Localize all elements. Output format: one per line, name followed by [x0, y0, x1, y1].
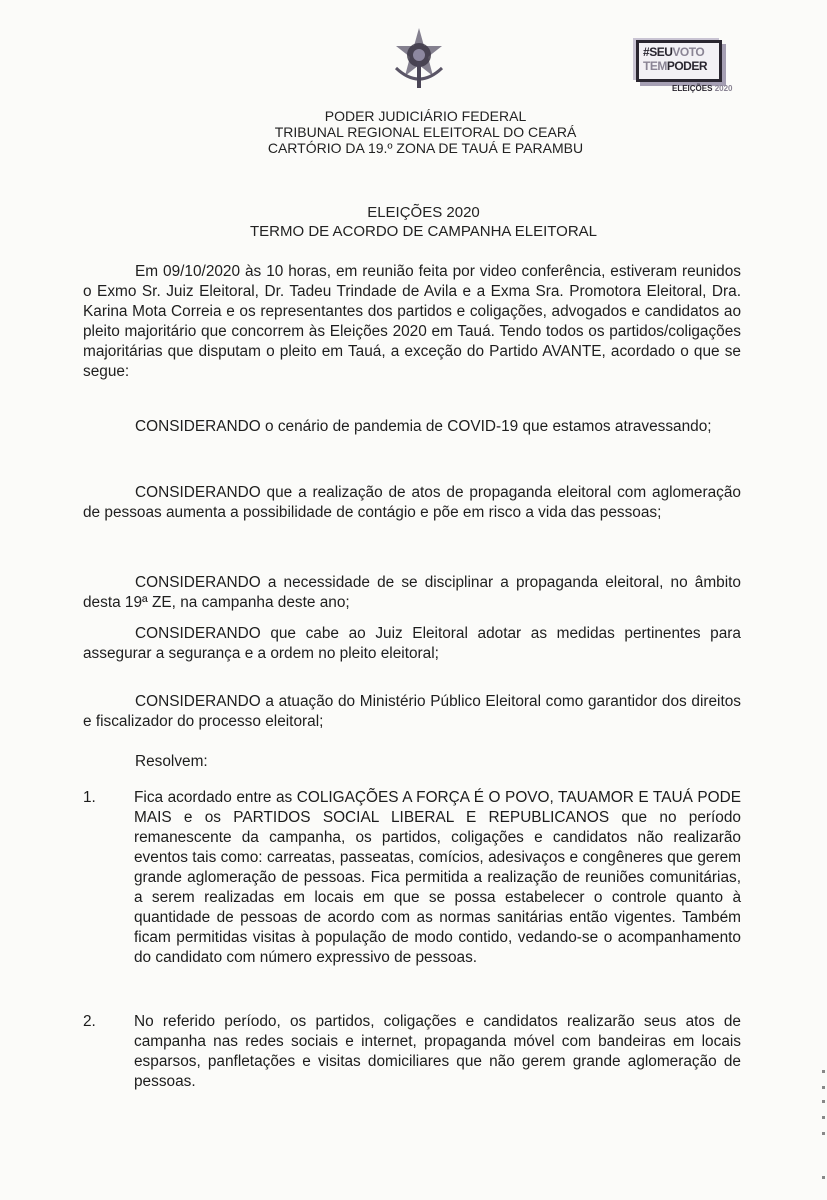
badge-year: 2020 [714, 84, 733, 93]
badge-footer [672, 84, 732, 93]
considerando-paragraph-2: CONSIDERANDO que a realização de atos de propaganda eleitoral com aglomeração de pessoas aumenta a possibilidade de contágio e põe em risco a vida das pessoas; [83, 484, 741, 521]
title-line-1: ELEIÇÕES 2020 [367, 204, 480, 221]
badge-eleicoes: ELEIÇÕES [672, 84, 713, 93]
item-number: 1. [83, 789, 96, 806]
document-title [0, 203, 827, 241]
item-text: No referido período, os partidos, coligações e candidatos realizarão seus atos de campanha nas redes sociais e internet, propaganda móvel com bandeiras em locais esparsos, panfletações e visitas domiciliares que não gerem grande aglomeração de pessoas. [134, 1013, 741, 1090]
campaign-badge [622, 30, 734, 96]
badge-seu: SEU [649, 45, 673, 59]
document-header [0, 108, 827, 156]
resolvem-label: Resolvem: [135, 753, 208, 770]
item-number: 2. [83, 1013, 96, 1030]
header-line-2: TRIBUNAL REGIONAL ELEITORAL DO CEARÁ [274, 124, 577, 140]
scan-edge-marks [822, 1070, 825, 1180]
considerando-paragraph-5: CONSIDERANDO a atuação do Ministério Público Eleitoral como garantidor dos direitos e fiscalizador do processo eleitoral; [83, 693, 741, 730]
badge-poder: PODER [666, 59, 708, 73]
header-line-3: CARTÓRIO DA 19.º ZONA DE TAUÁ E PARAMBU [267, 140, 584, 156]
header-line-1: PODER JUDICIÁRIO FEDERAL [324, 108, 527, 124]
item-text: Fica acordado entre as COLIGAÇÕES A FORÇA É O POVO, TAUAMOR E TAUÁ PODE MAIS e os PARTIDOS SOCIAL LIBERAL E REPUBLICANOS que no período remanescente da campanha, os partidos, coligações e candidatos não realizarão eventos tais como: carreatas, passeatas, comícios, adesivaços e congêneres que gerem grande aglomeração de pessoas. Fica permitida a realização de reuniões comunitárias, a serem realizadas em locais em que se possa estabelecer o controle quanto à quantidade de pessoas de acordo com as normas sanitárias então vigentes. Também ficam permitidas visitas à população de modo contido, vedando-se o acompanhamento do candidato com número expressivo de pessoas. [134, 789, 741, 966]
considerando-paragraph-1: CONSIDERANDO o cenário de pandemia de COVID-19 que estamos atravessando; [135, 418, 712, 435]
badge-line-2 [643, 60, 707, 73]
intro-paragraph: Em 09/10/2020 às 10 horas, em reunião feita por video conferência, estiveram reunidos o Exmo Sr. Juiz Eleitoral, Dr. Tadeu Trindade de Avila e a Exma Sra. Promotora Eleitoral, Dra. Karina Mota Correia e os representantes dos partidos e coligações, advogados e candidatos ao pleito majoritário que concorrem às Eleições 2020 em Tauá. Tendo todos os partidos/coligações majoritárias que disputam o pleito em Tauá, a exceção do Partido AVANTE, acordado o que se segue: [83, 263, 741, 380]
title-line-2: TERMO DE ACORDO DE CAMPANHA ELEITORAL [249, 223, 597, 240]
considerando-paragraph-3: CONSIDERANDO a necessidade de se disciplinar a propaganda eleitoral, no âmbito desta 19ª ZE, na campanha deste ano; [83, 574, 741, 611]
campaign-badge-box [636, 40, 722, 82]
coat-of-arms-icon [390, 26, 448, 90]
badge-voto: VOTO [672, 45, 705, 59]
badge-line-1 [643, 46, 704, 59]
badge-hash: # [643, 45, 650, 59]
considerando-paragraph-4: CONSIDERANDO que cabe ao Juiz Eleitoral adotar as medidas pertinentes para assegurar a segurança e a ordem no pleito eleitoral; [83, 625, 741, 662]
badge-tem: TEM [643, 59, 667, 73]
